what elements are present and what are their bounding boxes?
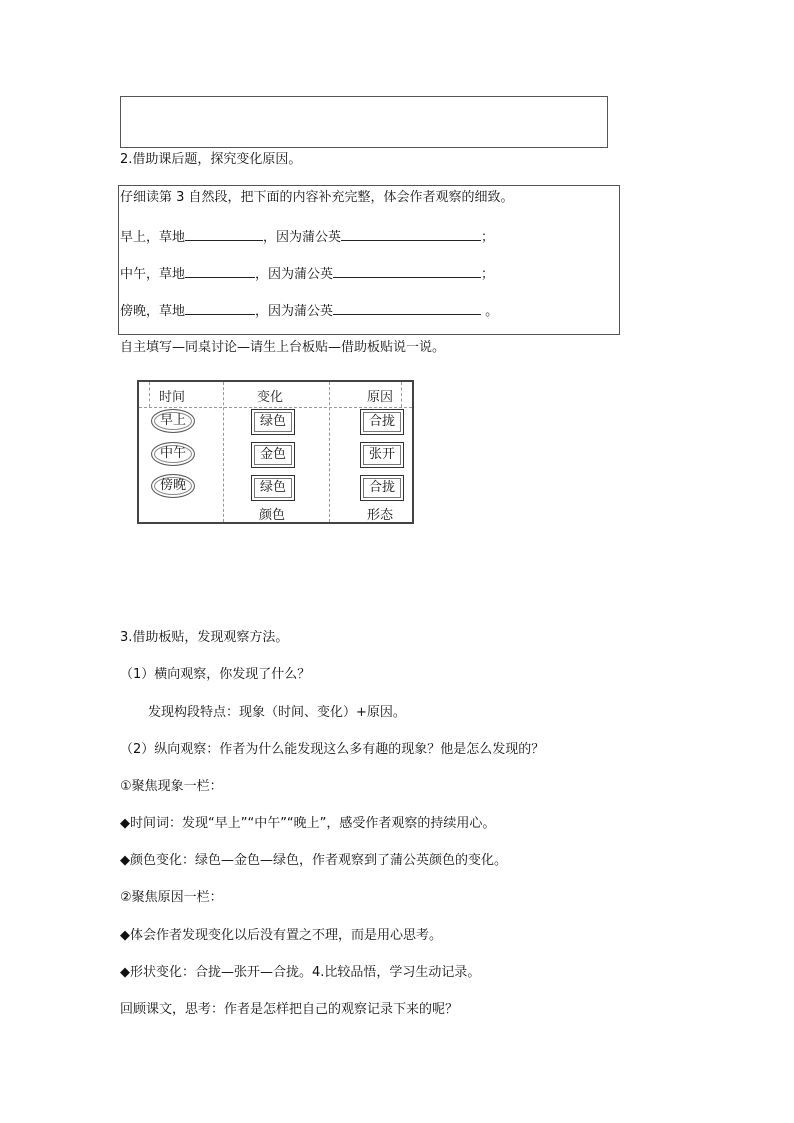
color-card-1: 绿色 — [251, 409, 295, 435]
color-card-3: 绿色 — [251, 475, 295, 501]
color-card-2: 金色 — [251, 442, 295, 468]
section-2-title: 2.借助课后题，探究变化原因。 — [120, 152, 302, 167]
activity-line: 自主填写—同桌讨论—请生上台板贴—借助板贴说一说。 — [120, 340, 446, 355]
blank-line[interactable] — [185, 227, 263, 241]
header-change: 变化 — [257, 390, 284, 405]
blank-line[interactable] — [333, 301, 481, 315]
bullet-color-change: ◆颜色变化：绿色—金色—绿色，作者观察到了蒲公英颜色的变化。 — [120, 853, 507, 868]
header-time: 时间 — [159, 390, 186, 405]
fill-row-mid: ，因为蒲公英 — [263, 230, 342, 245]
time-card-noon: 中午 — [151, 442, 195, 466]
blank-line[interactable] — [185, 301, 255, 315]
fill-row-end: 。 — [481, 304, 499, 319]
shape-card-2: 张开 — [360, 442, 404, 468]
empty-answer-box — [120, 96, 608, 148]
focus-phenomenon: ①聚焦现象一栏： — [120, 779, 223, 794]
time-card-evening: 傍晚 — [151, 474, 195, 498]
header-reason: 原因 — [367, 390, 394, 405]
blank-line[interactable] — [185, 264, 255, 278]
question-2: （2）纵向观察：作者为什么能发现这么多有趣的现象？他是怎么发现的？ — [120, 742, 545, 757]
blackboard-figure — [137, 380, 414, 524]
bullet-time-words: ◆时间词：发现“早上”“中午”“晚上”，感受作者观察的持续用心。 — [120, 816, 496, 831]
fill-row-noon — [120, 264, 494, 283]
shape-card-1: 合拢 — [360, 409, 404, 435]
column-divider — [149, 382, 150, 407]
footer-shape-label: 形态 — [367, 508, 394, 523]
shape-card-3: 合拢 — [360, 475, 404, 501]
focus-reason: ②聚焦原因一栏： — [120, 890, 223, 905]
column-divider — [401, 382, 402, 407]
bullet-thinking: ◆体会作者发现变化以后没有置之不理，而是用心思考。 — [120, 928, 442, 943]
fill-row-time: 中午，草地 — [120, 267, 186, 282]
fill-row-time: 傍晚，草地 — [120, 304, 186, 319]
bullet-shape-change: ◆形状变化：合拢—张开—合拢。4.比较品悟，学习生动记录。 — [120, 965, 481, 980]
time-card-morning: 早上 — [151, 409, 195, 433]
fill-row-end: ； — [481, 267, 495, 282]
fill-row-mid: ，因为蒲公英 — [255, 267, 334, 282]
section-3-title: 3.借助板贴，发现观察方法。 — [120, 630, 289, 645]
column-divider — [329, 382, 330, 522]
blank-line[interactable] — [341, 227, 481, 241]
review-question: 回顾课文，思考：作者是怎样把自己的观察记录下来的呢？ — [120, 1002, 459, 1017]
fill-row-mid: ，因为蒲公英 — [255, 304, 334, 319]
fill-row-morning — [120, 227, 494, 246]
question-1: （1）横向观察，你发现了什么？ — [120, 667, 311, 682]
fill-instruction: 仔细读第 3 自然段，把下面的内容补充完整，体会作者观察的细致。 — [120, 190, 514, 205]
fill-row-time: 早上，草地 — [120, 230, 186, 245]
column-divider — [223, 382, 224, 522]
header-divider — [139, 407, 412, 408]
question-1-answer: 发现构段特点：现象（时间、变化）+原因。 — [148, 705, 406, 720]
footer-color-label: 颜色 — [259, 508, 286, 523]
blank-line[interactable] — [333, 264, 481, 278]
fill-row-evening — [120, 301, 498, 320]
fill-row-end: ； — [481, 230, 495, 245]
